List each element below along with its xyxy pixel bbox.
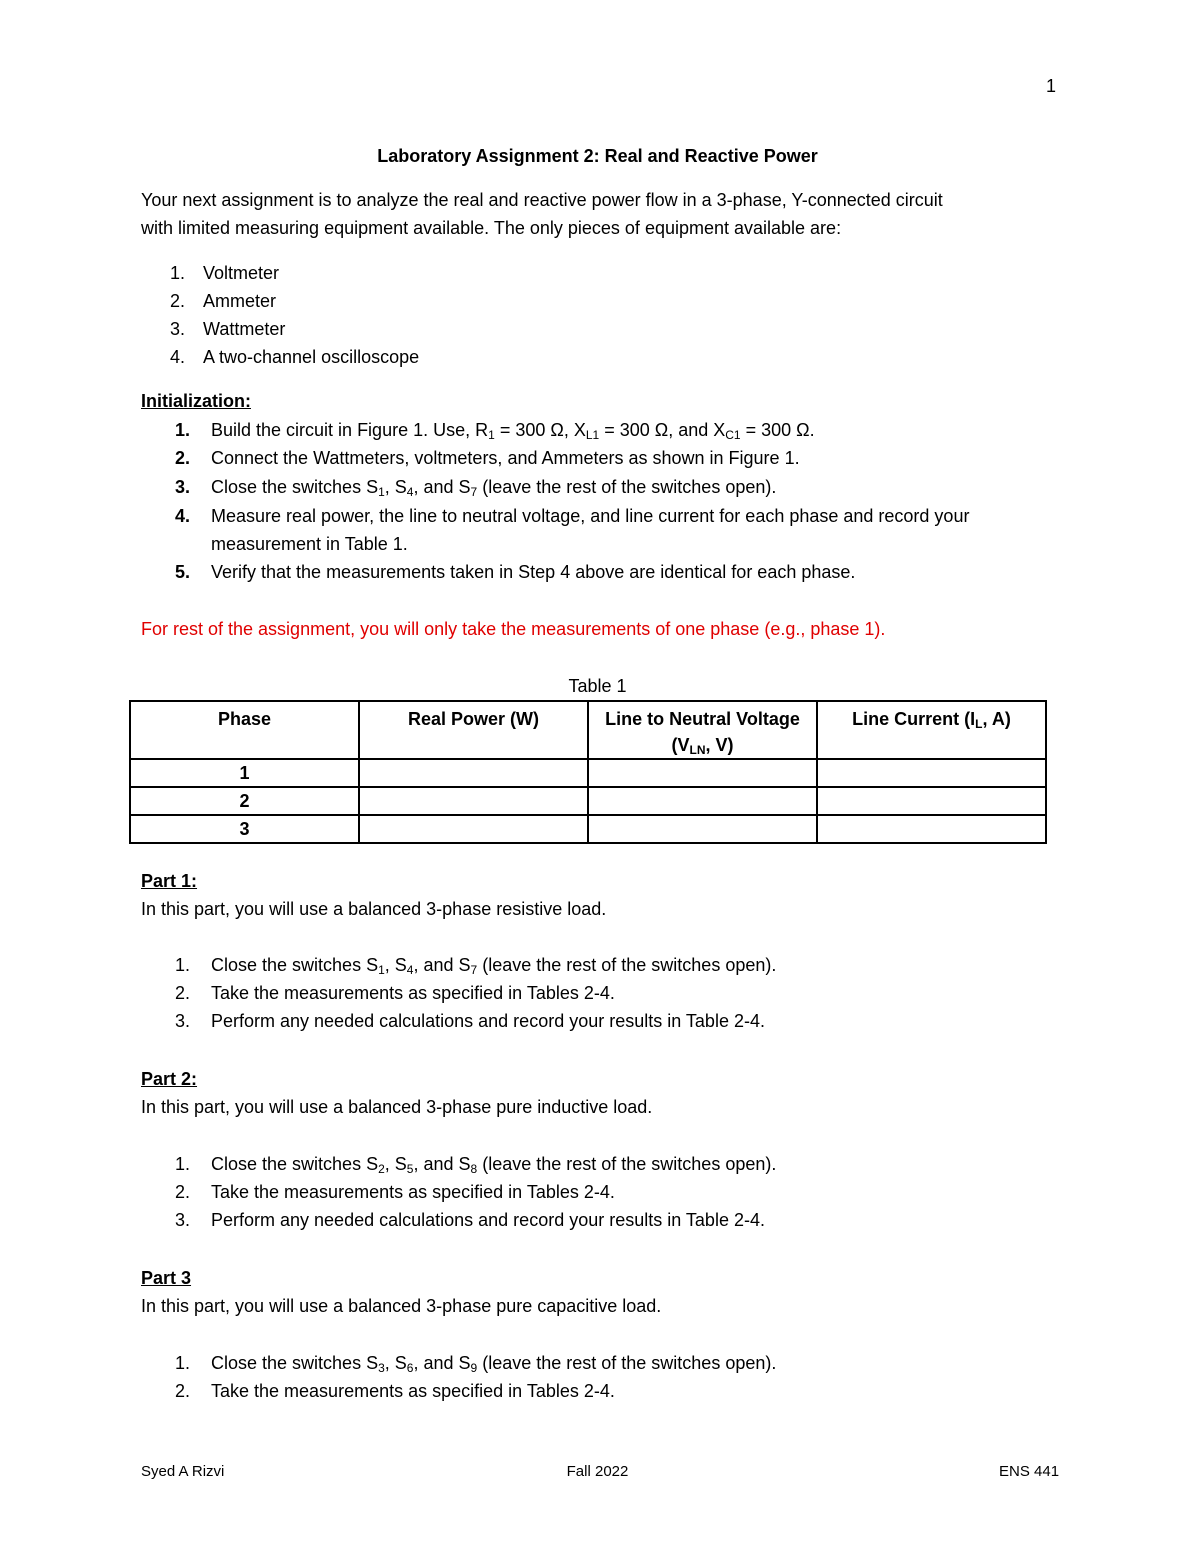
red-note: For rest of the assignment, you will only take the measurements of one phase (e.g., phase 1). — [141, 619, 886, 639]
step-number: 2. — [175, 1182, 191, 1202]
part-2-description: In this part, you will use a balanced 3-phase pure inductive load. — [141, 1097, 653, 1117]
part-3-step-2: Take the measurements as specified in Tables 2-4. — [211, 1381, 615, 1401]
column-header-phase: Phase — [130, 701, 359, 759]
real-power-cell[interactable] — [359, 787, 588, 815]
step-number: 1. — [175, 1154, 191, 1174]
voltage-cell[interactable] — [588, 787, 817, 815]
table-caption: Table 1 — [568, 676, 627, 696]
list-item: 3. — [170, 319, 186, 339]
part-2-step-1: Close the switches $S_2$, $S_5$, and $S_8$ (leave the rest of the switches open). — [211, 1154, 777, 1176]
part-2-step-2: Take the measurements as specified in Tables 2-4. — [211, 1182, 615, 1202]
init-step-5: Verify that the measurements taken in Step 4 above are identical for each phase. — [211, 562, 856, 582]
phase-cell: 2 — [130, 787, 359, 815]
step-number: 1. — [175, 420, 191, 440]
step-number: 2. — [175, 448, 191, 468]
list-item-text: Wattmeter — [203, 319, 286, 339]
init-step-4-line-2: measurement in Table 1. — [211, 534, 408, 554]
step-number: 2. — [175, 983, 191, 1003]
init-step-2: Connect the Wattmeters, voltmeters, and Ammeters as shown in Figure 1. — [211, 448, 800, 468]
real-power-cell[interactable] — [359, 815, 588, 843]
phase-cell: 3 — [130, 815, 359, 843]
step-number: 1. — [175, 1353, 191, 1373]
voltage-cell[interactable] — [588, 759, 817, 787]
part-1-step-2: Take the measurements as specified in Tables 2-4. — [211, 983, 615, 1003]
list-item-text: A two-channel oscilloscope — [203, 347, 420, 367]
voltage-cell[interactable] — [588, 815, 817, 843]
table-header-row — [130, 701, 1046, 759]
list-item: 4. — [170, 347, 186, 367]
table-row — [130, 787, 1046, 815]
current-cell[interactable] — [817, 759, 1046, 787]
current-cell[interactable] — [817, 815, 1046, 843]
step-number: 2. — [175, 1381, 191, 1401]
page-number: 1 — [1046, 76, 1057, 96]
list-item: 1. — [170, 263, 186, 283]
table-row — [130, 759, 1046, 787]
footer-course: ENS 441 — [999, 1463, 1060, 1480]
init-step-4-line-1: Measure real power, the line to neutral voltage, and line current for each phase and record your — [211, 506, 970, 526]
real-power-cell[interactable] — [359, 759, 588, 787]
step-number: 3. — [175, 1011, 191, 1031]
column-header-real-power: Real Power (W) — [359, 701, 588, 759]
init-step-1: Build the circuit in Figure 1. Use, $R_1 = 300$ Ω, $X_{L1} = 300$ Ω, and $X_{C1} = 300$ Ω. — [211, 420, 815, 442]
part-1-step-3: Perform any needed calculations and record your results in Table 2-4. — [211, 1011, 765, 1031]
step-number: 5. — [175, 562, 191, 582]
step-number: 3. — [175, 1210, 191, 1230]
part-2-step-3: Perform any needed calculations and record your results in Table 2-4. — [211, 1210, 765, 1230]
page-title: Laboratory Assignment 2: Real and Reactive Power — [377, 146, 818, 166]
part-2-heading: Part 2: — [141, 1069, 198, 1089]
part-1-step-1: Close the switches $S_1$, $S_4$, and $S_7$ (leave the rest of the switches open). — [211, 955, 777, 977]
phase-cell: 1 — [130, 759, 359, 787]
part-1-heading: Part 1: — [141, 871, 198, 891]
part-3-heading: Part 3 — [141, 1268, 192, 1288]
part-3-description: In this part, you will use a balanced 3-phase pure capacitive load. — [141, 1296, 662, 1316]
column-header-current: Line Current ($I_L$, A) — [817, 701, 1046, 759]
intro-line-2: with limited measuring equipment available. The only pieces of equipment available are: — [141, 218, 842, 238]
step-number: 3. — [175, 477, 191, 497]
list-item: 2. — [170, 291, 186, 311]
list-item-text: Ammeter — [203, 291, 277, 311]
footer-term: Fall 2022 — [566, 1463, 629, 1480]
part-3-step-1: Close the switches $S_3$, $S_6$, and $S_9$ (leave the rest of the switches open). — [211, 1353, 777, 1375]
current-cell[interactable] — [817, 787, 1046, 815]
table-row — [130, 815, 1046, 843]
initialization-heading: Initialization: — [141, 391, 251, 411]
part-1-description: In this part, you will use a balanced 3-phase resistive load. — [141, 899, 607, 919]
init-step-3: Close the switches $S_1$, $S_4$, and $S_7$ (leave the rest of the switches open). — [211, 477, 777, 499]
intro-line-1: Your next assignment is to analyze the real and reactive power flow in a 3-phase, Y-connected circuit — [141, 190, 943, 210]
table-1 — [129, 700, 1047, 844]
list-item-text: Voltmeter — [203, 263, 280, 283]
step-number: 4. — [175, 506, 191, 526]
footer-author: Syed A Rizvi — [141, 1463, 225, 1480]
column-header-voltage: Line to Neutral Voltage ($V_{LN}$, V) — [588, 701, 817, 759]
step-number: 1. — [175, 955, 191, 975]
